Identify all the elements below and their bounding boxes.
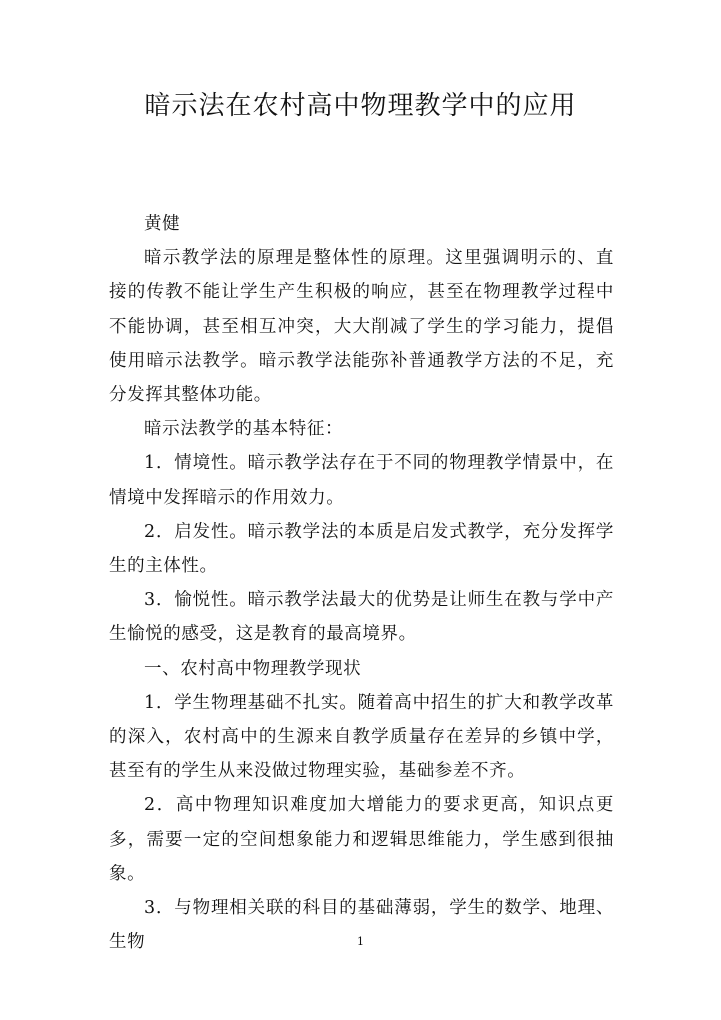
page-number: 1: [357, 935, 364, 948]
paragraph-status-3: 3．与物理相关联的科目的基础薄弱，学生的数学、地理、生物: [109, 898, 614, 953]
paragraph-status-2: 2．高中物理知识难度加大增能力的要求更高，知识点更多，需要一定的空间想象能力和逻辑思维能力，学生感到很抽象。: [109, 795, 614, 884]
paragraph-feature-1: 1．情境性。暗示教学法存在于不同的物理教学情景中，在情境中发挥暗示的作用效力。: [109, 453, 614, 508]
paragraph-intro: 暗示教学法的原理是整体性的原理。这里强调明示的、直接的传教不能让学生产生积极的响应，甚至在物理教学过程中不能协调，甚至相互冲突，大大削减了学生的学习能力，提倡使用暗示法教学。暗示教学法能弥补普通教学方法的不足，充分发挥其整体功能。: [109, 248, 614, 406]
paragraph-status-1: 1．学生物理基础不扎实。随着高中招生的扩大和教学改革的深入，农村高中的生源来自教学质量存在差异的乡镇中学，甚至有的学生从来没做过物理实验，基础参差不齐。: [109, 692, 614, 782]
section-heading-1: 一、农村高中物理教学现状: [144, 658, 362, 679]
paragraph-features-heading: 暗示法教学的基本特征：: [144, 419, 344, 440]
paragraph-feature-3: 3．愉悦性。暗示教学法最大的优势是让师生在教与学中产生愉悦的感受，这是教育的最高境界。: [109, 590, 614, 645]
paragraph-feature-2: 2．启发性。暗示教学法的本质是启发式教学，充分发挥学生的主体性。: [109, 521, 614, 577]
author-line: 黄健: [144, 214, 181, 234]
document-title: 暗示法在农村高中物理教学中的应用: [144, 91, 577, 121]
document-body: [109, 207, 614, 959]
